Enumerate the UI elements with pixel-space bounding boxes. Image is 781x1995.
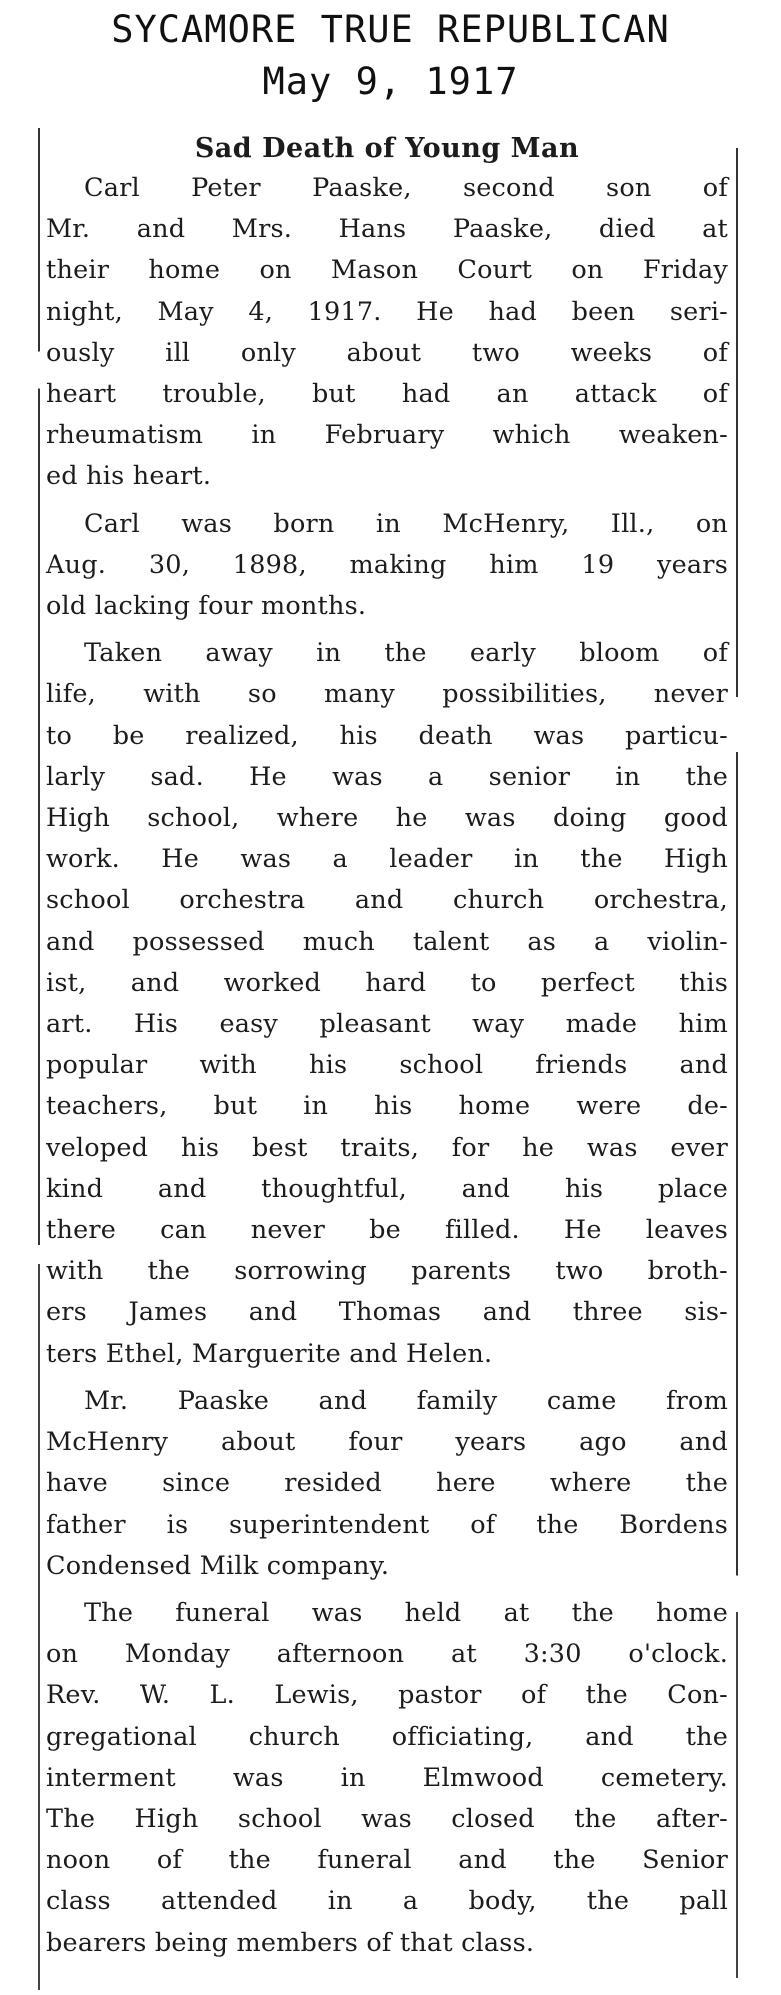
article-line: father is superintendent of the Bordens (46, 1509, 728, 1540)
article-line: class attended in a body, the pall (46, 1886, 728, 1917)
article-line: kind and thoughtful, and his place (46, 1173, 728, 1204)
article-line: veloped his best traits, for he was ever (46, 1132, 728, 1163)
article-line: gregational church officiating, and the (46, 1721, 728, 1752)
article-paragraph (46, 1381, 728, 1587)
article-line: heart trouble, but had an attack of (46, 379, 728, 410)
article-line: Condensed Milk company. (46, 1550, 390, 1581)
article-line: art. His easy pleasant way made him (46, 1009, 728, 1040)
article-line: with the sorrowing parents two broth- (46, 1256, 728, 1287)
article-line: The High school was closed the after- (46, 1803, 728, 1834)
article-line: on Monday afternoon at 3:30 o'clock. (46, 1639, 728, 1670)
article-line: and possessed much talent as a violin- (46, 926, 728, 957)
newspaper-name: SYCAMORE TRUE REPUBLICAN (111, 8, 670, 51)
publication-date: May 9, 1917 (262, 60, 519, 103)
newspaper-clipping (38, 128, 738, 1990)
article-line: ously ill only about two weeks of (46, 337, 728, 368)
article-paragraph (46, 504, 728, 628)
obituary-article (46, 128, 728, 1970)
article-paragraph (46, 633, 728, 1375)
article-line: work. He was a leader in the High (46, 844, 728, 875)
article-line: there can never be filled. He leaves (46, 1215, 728, 1246)
article-line: larly sad. He was a senior in the (46, 761, 728, 792)
article-line: ers James and Thomas and three sis- (46, 1297, 728, 1328)
masthead (0, 8, 781, 104)
article-line: ed his heart. (46, 461, 212, 492)
article-line: The funeral was held at the home (84, 1597, 728, 1628)
article-line: rheumatism in February which weaken- (46, 420, 728, 451)
article-line: their home on Mason Court on Friday (46, 255, 728, 286)
article-line: school orchestra and church orchestra, (46, 885, 728, 916)
article-line: Carl Peter Paaske, second son of (84, 173, 728, 203)
column-rule-left (38, 128, 40, 1990)
article-line: noon of the funeral and the Senior (46, 1845, 728, 1876)
article-line: interment was in Elmwood cemetery. (46, 1762, 728, 1793)
article-line: bearers being members of that class. (46, 1927, 535, 1958)
article-line: teachers, but in his home were de- (46, 1091, 728, 1122)
article-line: old lacking four months. (46, 591, 367, 622)
column-rule-right (736, 148, 738, 1978)
article-paragraph (46, 1593, 728, 1964)
article-line: ters Ethel, Marguerite and Helen. (46, 1338, 493, 1369)
article-line: life, with so many possibilities, never (46, 679, 728, 710)
article-line: Taken away in the early bloom of (84, 638, 728, 669)
article-line: Mr. Paaske and family came from (84, 1385, 728, 1416)
article-line: McHenry about four years ago and (46, 1427, 728, 1458)
article-line: Mr. and Mrs. Hans Paaske, died at (46, 214, 728, 245)
article-headline: Sad Death of Young Man (194, 133, 580, 164)
article-line: to be realized, his death was particu- (46, 720, 728, 751)
article-line: ist, and worked hard to perfect this (46, 967, 728, 998)
article-line: Rev. W. L. Lewis, pastor of the Con- (46, 1680, 728, 1711)
article-line: Carl was born in McHenry, Ill., on (84, 508, 728, 539)
article-line: High school, where he was doing good (46, 803, 728, 834)
article-paragraph (46, 168, 728, 498)
article-line: have since resided here where the (46, 1468, 728, 1499)
article-body (46, 168, 728, 1964)
article-line: Aug. 30, 1898, making him 19 years (46, 549, 728, 580)
article-line: night, May 4, 1917. He had been seri- (46, 296, 728, 327)
article-line: popular with his school friends and (46, 1050, 728, 1081)
